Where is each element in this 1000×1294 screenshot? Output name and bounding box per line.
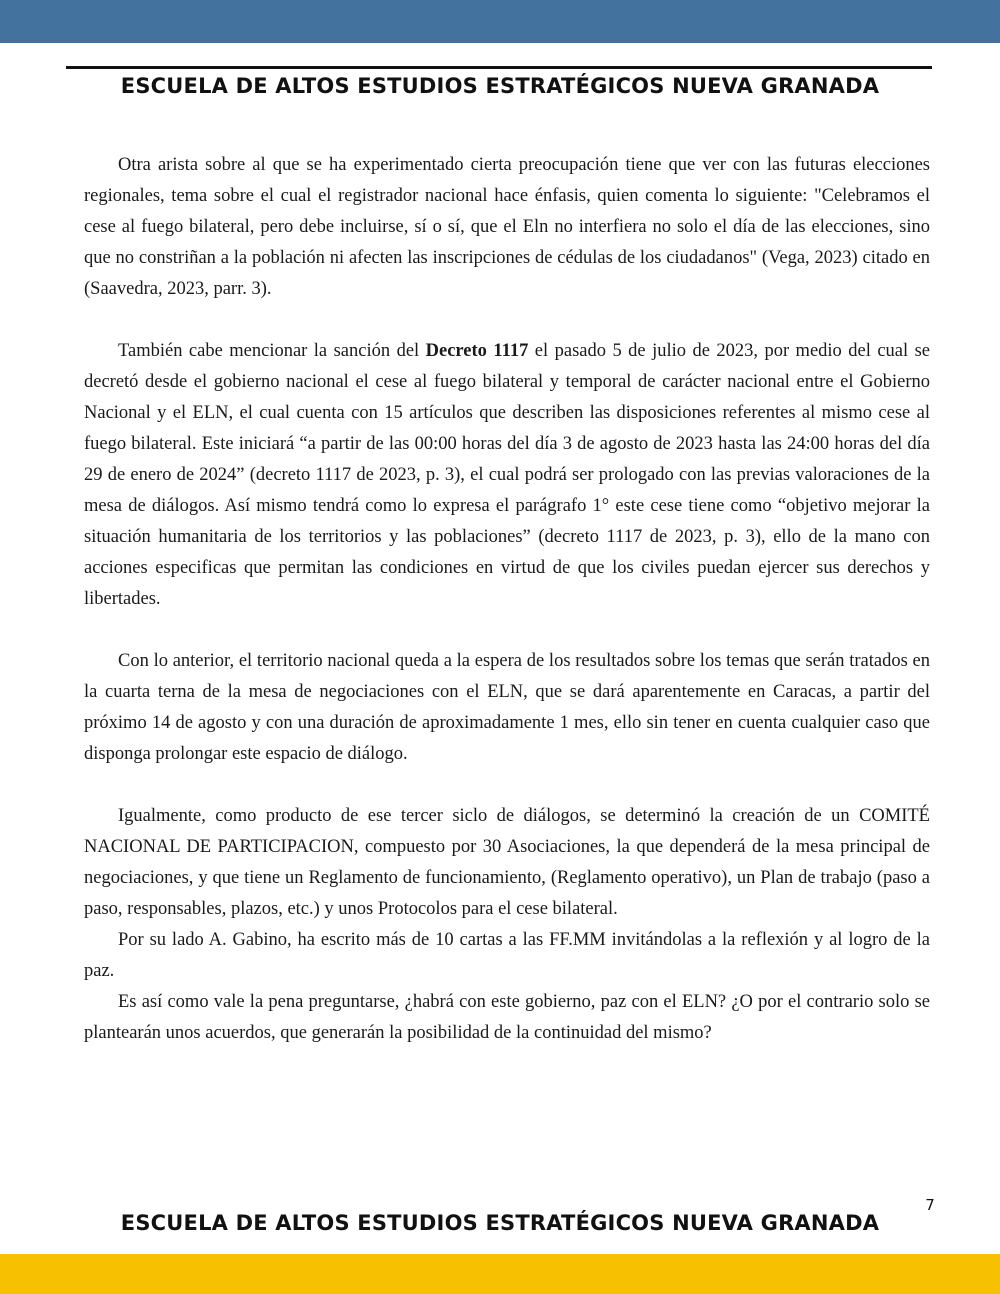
page-footer-title: ESCUELA DE ALTOS ESTUDIOS ESTRATÉGICOS NUEVA GRANADA	[120, 1211, 880, 1235]
header-rule	[66, 66, 932, 69]
paragraph-elecciones: Otra arista sobre al que se ha experimentado cierta preocupación tiene que ver con las futuras elecciones regionales, tema sobre el cual el registrador nacional hace énfasis, quien comenta lo siguiente: "Celebramos el cese al fuego bilateral, pero debe incluirse, sí o sí, que el Eln no interfiera no solo el día de las elecciones, sino que no constriñan a la población ni afecten las inscripciones de cédulas de los ciudadanos" (Vega, 2023) citado en (Saavedra, 2023, parr. 3).	[84, 155, 930, 299]
paragraph-decreto-rest: el pasado 5 de julio de 2023, por medio del cual se decretó desde el gobierno nacional el cese al fuego bilateral y temporal de carácter nacional entre el Gobierno Nacional y el ELN, el cual cuenta con 15 artículos que describen las disposiciones referentes al mismo cese al fuego bilateral. Este iniciará “a partir de las 00:00 horas del día 3 de agosto de 2023 hasta las 24:00 horas del día 29 de enero de 2024” (decreto 1117 de 2023, p. 3), el cual podrá ser prologado con las previas valoraciones de la mesa de diálogos. Así mismo tendrá como lo expresa el parágrafo 1° este cese tiene como “objetivo mejorar la situación humanitaria de los territorios y las poblaciones” (decreto 1117 de 2023, p. 3), ello de la mano con acciones especificas que permitan las condiciones en virtud de que los civiles puedan ejercer sus derechos y libertades.	[84, 341, 930, 609]
paragraph-pregunta: Es así como vale la pena preguntarse, ¿habrá con este gobierno, paz con el ELN? ¿O por el contrario solo se plantearán unos acuerdos, que generarán la posibilidad de la continuidad del mismo?	[84, 992, 930, 1043]
paragraph-decreto-intro: También cabe mencionar la sanción del	[118, 341, 426, 361]
bottom-color-band	[0, 1254, 1000, 1294]
page-header-title: ESCUELA DE ALTOS ESTUDIOS ESTRATÉGICOS NUEVA GRANADA	[120, 74, 880, 98]
decreto-bold-text: Decreto 1117	[425, 341, 529, 361]
paragraph-decreto	[84, 336, 930, 615]
document-body	[84, 150, 930, 1049]
page-number: 7	[925, 1196, 935, 1214]
paragraph-espera-resultados: Con lo anterior, el territorio nacional queda a la espera de los resultados sobre los temas que serán tratados en la cuarta terna de la mesa de negociaciones con el ELN, que se dará aparentemente en Caracas, a partir del próximo 14 de agosto y con una duración de aproximadamente 1 mes, ello sin tener en cuenta cualquier caso que disponga prolongar este espacio de diálogo.	[84, 651, 930, 764]
top-color-band	[0, 0, 1000, 43]
paragraph-comite: Igualmente, como producto de ese tercer siclo de diálogos, se determinó la creación de un COMITÉ NACIONAL DE PARTICIPACION, compuesto por 30 Asociaciones, la que dependerá de la mesa principal de negociaciones, y que tiene un Reglamento de funcionamiento, (Reglamento operativo), un Plan de trabajo (paso a paso, responsables, plazos, etc.) y unos Protocolos para el cese bilateral.	[84, 806, 930, 919]
paragraph-gabino: Por su lado A. Gabino, ha escrito más de 10 cartas a las FF.MM invitándolas a la reflexión y al logro de la paz.	[84, 930, 930, 981]
